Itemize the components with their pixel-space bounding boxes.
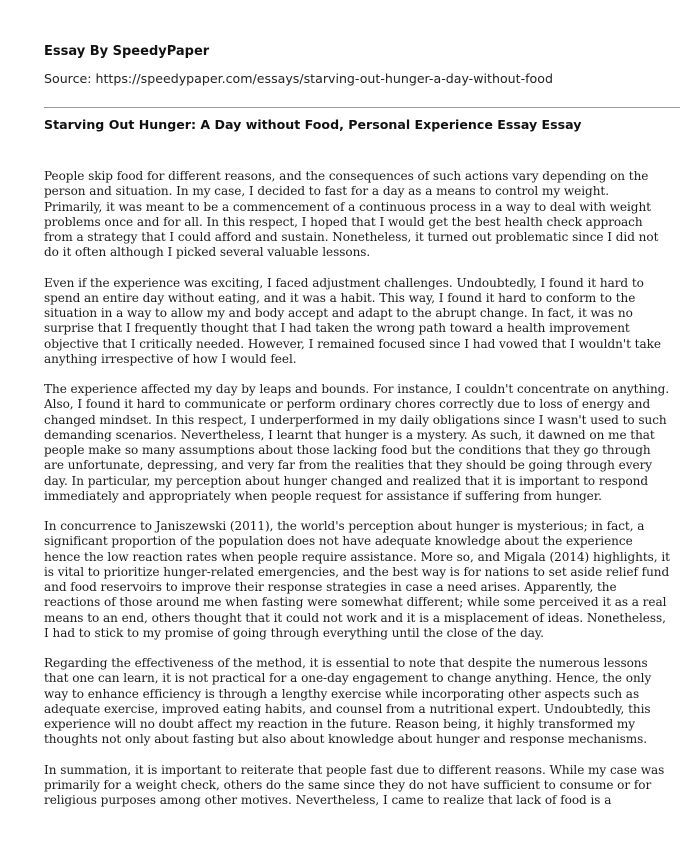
- source-line: Source: https://speedypaper.com/essays/starving-out-hunger-a-day-without-food: [44, 71, 553, 86]
- essay-paragraph: People skip food for different reasons, and the consequences of such actions vary depending on the person and situation. In my case, I decided to fast for a day as a means to control my weight. Primarily, it was meant to be a commencement of a continuous process in a way to deal with weight problems once and for all. In this respect, I hoped that I would get the best health check approach from a strategy that I could afford and sustain. Nonetheless, it turned out problematic since I did not do it often although I picked several valuable lessons.: [44, 169, 659, 260]
- essay-paragraph: Even if the experience was exciting, I faced adjustment challenges. Undoubtedly, I found it hard to spend an entire day without eating, and it was a habit. This way, I found it hard to conform to the situation in a way to allow my and body accept and adapt to the abrupt change. In fact, it was no surprise that I frequently thought that I had taken the wrong path toward a health improvement objective that I critically needed. However, I remained focused since I had vowed that I wouldn't take anything irrespective of how I would feel.: [44, 275, 661, 366]
- essay-paragraph: In concurrence to Janiszewski (2011), the world's perception about hunger is mysterious; in fact, a significant proportion of the population does not have adequate knowledge about the experience hence the low reaction rates when people require assistance. More so, and Migala (2014) highlights, it is vital to prioritize hunger-related emergencies, and the best way is for nations to set aside relief fund and food reservoirs to improve their response strategies in case a need arises. Apparently, the reactions of those around me when fasting were somewhat different; while some perceived it as a real means to an end, others thought that it could not work and it is a misplacement of ideas. Nonetheless, I had to stick to my promise of going through everything until the close of the day.: [44, 519, 670, 640]
- essay-title: Starving Out Hunger: A Day without Food, Personal Experience Essay Essay: [44, 117, 582, 132]
- essay-paragraph: In summation, it is important to reiterate that people fast due to different reasons. While my case was primarily for a weight check, others do the same since they do not have sufficient to consume or for religious purposes among other motives. Nevertheless, I came to realize that lack of food is a: [44, 762, 665, 807]
- header-divider: [44, 107, 680, 108]
- document-header-title: Essay By SpeedyPaper: [44, 44, 210, 59]
- essay-paragraph: The experience affected my day by leaps and bounds. For instance, I couldn't concentrate on anything. Also, I found it hard to communicate or perform ordinary chores correctly due to loss of energy and changed mindset. In this respect, I underperformed in my daily obligations since I wasn't used to such demanding scenarios. Nevertheless, I learnt that hunger is a mystery. As such, it dawned on me that people make so many assumptions about those lacking food but the conditions that they go through are unfortunate, depressing, and very far from the realities that they should be going through every day. In particular, my perception about hunger changed and realized that it is important to respond immediately and appropriately when people request for assistance if suffering from hunger.: [44, 382, 670, 503]
- essay-body: [44, 169, 670, 808]
- essay-paragraph: Regarding the effectiveness of the method, it is essential to note that despite the numerous lessons that one can learn, it is not practical for a one-day engagement to change anything. Hence, the only way to enhance efficiency is through a lengthy exercise while incorporating other aspects such as adequate exercise, improved eating habits, and counsel from a nutritional expert. Undoubtedly, this experience will no doubt affect my reaction in the future. Reason being, it highly transformed my thoughts not only about fasting but also about knowledge about hunger and response mechanisms.: [44, 656, 652, 747]
